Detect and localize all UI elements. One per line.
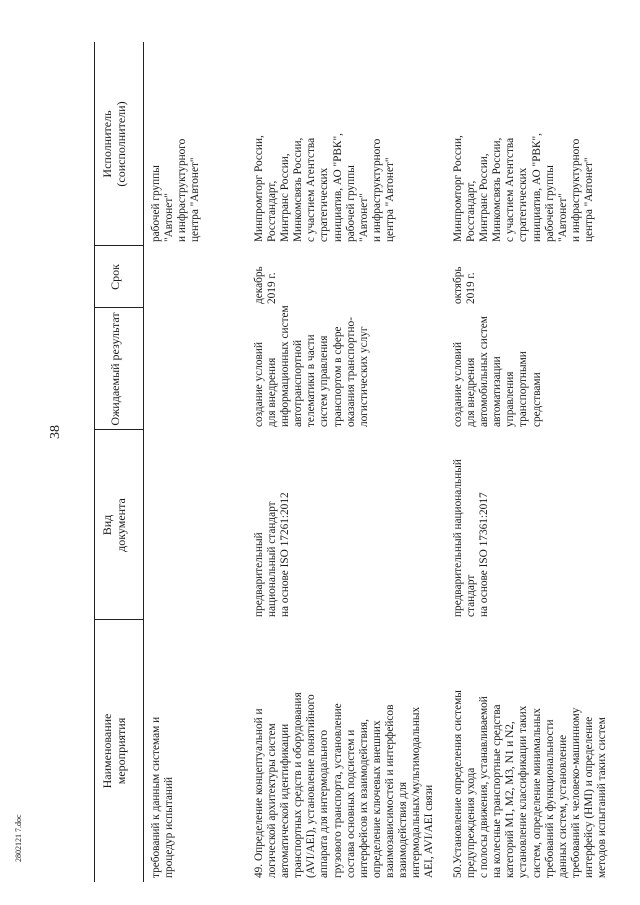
cell-line: и инфраструктурного [370, 138, 383, 242]
cell-line: рабочей группы [150, 165, 162, 242]
column-divider [94, 307, 143, 308]
footer-filename: 2802121 7.doc [14, 814, 23, 862]
cell-line: автомобильных систем [478, 316, 491, 427]
header-name [100, 620, 128, 882]
cell-line: систем, определение минимальных [530, 708, 543, 878]
cell-line: Вид [100, 514, 114, 536]
column-divider [94, 245, 143, 246]
cell-line: на основе ISO 17261:2012 [279, 492, 292, 617]
cell-line: аппарата для интермодального [318, 730, 331, 878]
page-number: 38 [48, 425, 63, 439]
cell-line: на основе ISO 17361:2017 [478, 492, 491, 617]
cell-line: систем управления [318, 335, 331, 427]
table-row [452, 42, 618, 882]
row-term [253, 266, 279, 304]
cell-line: создание условий [452, 342, 464, 427]
cell-line: с участием Агентства [504, 137, 517, 242]
cell-line: состава основных подсистем и [344, 729, 357, 878]
cell-line: предварительный национальный [452, 459, 464, 617]
cell-line: логической архитектуры систем [266, 723, 279, 878]
cell-line: взаимодействия для [397, 781, 410, 878]
cell-line: требований к данным системам и [150, 716, 162, 878]
cell-line: транспортом в сфере [331, 326, 344, 427]
row-doc-type [452, 459, 491, 617]
cell-line: интермодальных/мультимодальных [410, 706, 423, 878]
row-result [452, 316, 544, 427]
cell-line: Исполнитель [100, 110, 114, 178]
cell-line: Минкомсвязь России, [292, 137, 305, 242]
cell-line: с полосы движения, устанавливаемой [478, 696, 491, 878]
cell-line: требований к человеко-машинному [569, 707, 582, 878]
cell-line: национальный стандарт [266, 501, 279, 617]
cell-line: логистических услуг [357, 326, 370, 427]
table-row [253, 42, 443, 882]
cell-line: (соисполнители) [114, 101, 128, 187]
cell-line: процедур испытаний [163, 776, 176, 878]
row-executor [150, 139, 202, 242]
cell-line: Срок [108, 264, 122, 290]
row-doc-type [253, 492, 292, 617]
cell-line: 2019 г. [266, 272, 279, 304]
row-executor [253, 133, 397, 242]
cell-line: автотранспортной [292, 339, 305, 427]
cell-line: AEI, AVI/AEI связи [423, 784, 436, 878]
row-name [253, 692, 436, 878]
cell-line: и инфраструктурного [569, 138, 582, 242]
column-divider [94, 619, 143, 620]
cell-line: Минпромторг России, [253, 135, 265, 242]
column-divider [94, 429, 143, 430]
cell-line: стратегических [318, 167, 331, 242]
cell-line: для внедрения [266, 357, 279, 427]
cell-line: установление классификации таких [517, 705, 530, 878]
cell-line: автоматической идентификации [279, 723, 292, 878]
cell-line: Ожидаемый результат [108, 312, 122, 426]
cell-line: рабочей группы [344, 165, 357, 242]
cell-line: 49. Определение концептуальной и [253, 708, 265, 878]
cell-line: транспортными [517, 351, 530, 427]
cell-line: для внедрения [465, 357, 478, 427]
cell-line: центра "Автонет" [582, 157, 595, 242]
header-doc-type [100, 430, 128, 620]
cell-line: средствами [530, 372, 543, 427]
table-row [150, 42, 242, 882]
cell-line: предупреждения ухода [465, 767, 478, 878]
row-result [253, 305, 371, 427]
cell-line: стратегических [517, 167, 530, 242]
cell-line: "Автонет" [556, 193, 569, 242]
cell-line: оказания транспортно- [344, 317, 357, 427]
cell-line: данных систем, установление [556, 734, 569, 878]
header-result [108, 308, 122, 430]
cell-line: определение ключевых внешних [370, 720, 383, 878]
cell-line: телематики в части [305, 334, 318, 427]
table-top-border [94, 42, 95, 882]
cell-line: категорий M1, M2, M3, N1 и N2, [504, 721, 517, 878]
cell-line: Наименование [100, 713, 114, 789]
table-header-row [96, 42, 140, 882]
cell-line: управления [504, 371, 517, 427]
cell-line: требований к функциональности [543, 719, 556, 878]
cell-line: декабрь [253, 266, 265, 304]
cell-line: Минкомсвязь России, [491, 137, 504, 242]
cell-line: (AVI/AEI), установление понятийного [305, 694, 318, 878]
cell-line: предварительный [253, 532, 265, 617]
header-bottom-border [143, 42, 144, 882]
cell-line: Минпромторг России, [452, 135, 464, 242]
cell-line: Минтранс России, [478, 153, 491, 242]
cell-line: транспортных средств и оборудования [292, 692, 305, 878]
cell-line: с участием Агентства [305, 137, 318, 242]
cell-line: инициатив, АО "РВК", [331, 133, 344, 242]
cell-line: Росстандарт, [266, 180, 279, 242]
cell-line: документа [114, 498, 128, 552]
cell-line: 2019 г. [465, 272, 478, 304]
cell-line: инициатив, АО "РВК", [530, 133, 543, 242]
cell-line: интерфейсов их взаимодействия, [357, 719, 370, 878]
cell-line: октябрь [452, 266, 464, 304]
header-executor [100, 42, 128, 246]
cell-line: методов испытаний таких систем [596, 717, 609, 878]
cell-line: взаимозависимостей и интерфейсов [383, 704, 396, 878]
cell-line: центра "Автонет" [383, 157, 396, 242]
row-executor [452, 133, 596, 242]
cell-line: и инфраструктурного [176, 138, 189, 242]
cell-line: грузового транспорта, установление [331, 703, 344, 878]
cell-line: 50.Установление определения системы [452, 690, 464, 878]
cell-line: "Автонет" [357, 193, 370, 242]
cell-line: Минтранс России, [279, 153, 292, 242]
cell-line: автоматизации [491, 356, 504, 427]
row-term [452, 266, 478, 304]
cell-line: Росстандарт, [465, 180, 478, 242]
row-name [452, 690, 609, 878]
cell-line: рабочей группы [543, 165, 556, 242]
cell-line: мероприятия [114, 717, 128, 785]
cell-line: интерфейсу (HMI) и определение [582, 716, 595, 878]
cell-line: "Автонет" [163, 193, 176, 242]
cell-line: стандарт [465, 574, 478, 617]
measures-table [90, 42, 620, 882]
cell-line: информационных систем [279, 305, 292, 427]
row-name [150, 717, 176, 878]
cell-line: центра "Автонет" [189, 157, 202, 242]
cell-line: создание условий [253, 342, 265, 427]
header-term [108, 246, 122, 308]
cell-line: на колесные транспортные средства [491, 704, 504, 878]
